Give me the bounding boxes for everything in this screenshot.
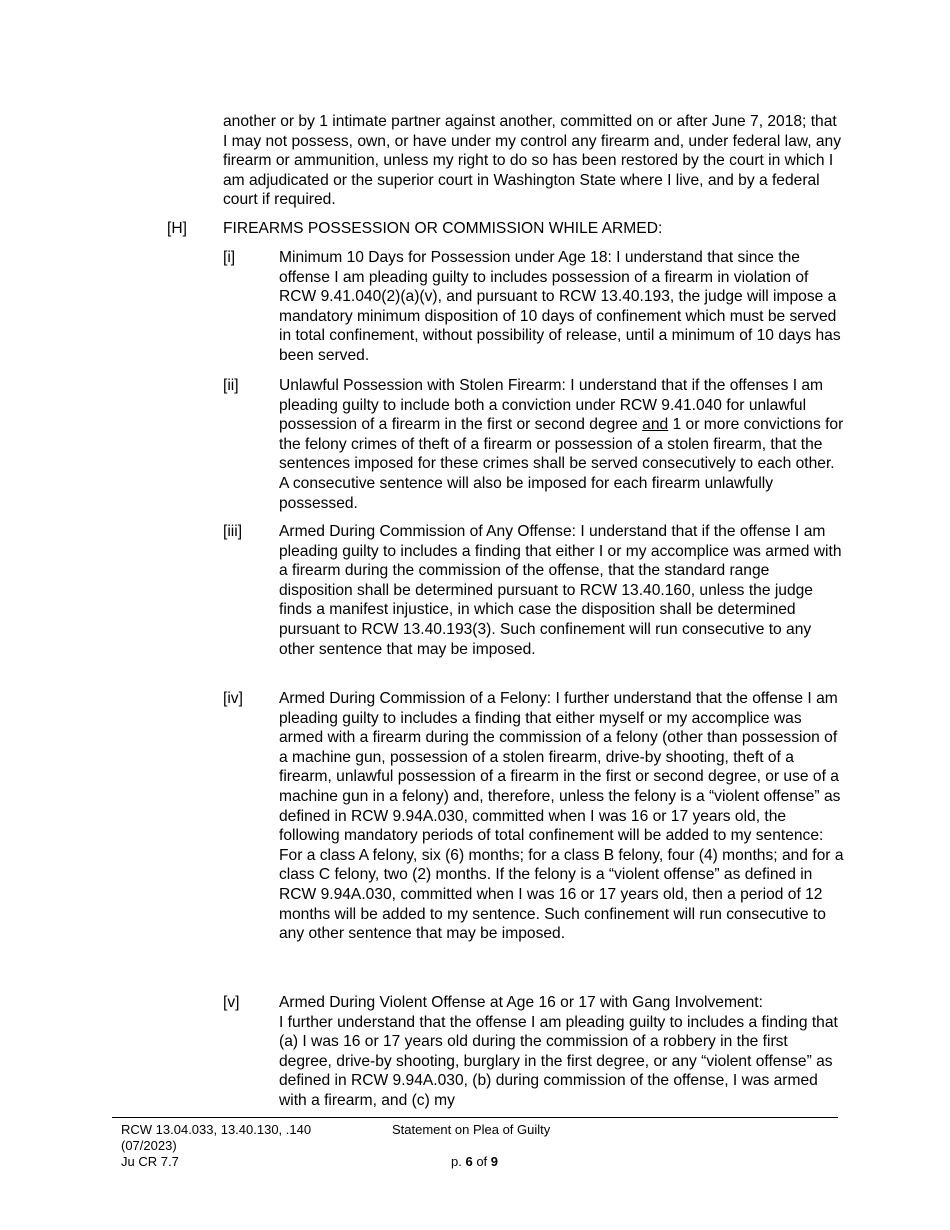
item-text-part: 1 or more convictions for the felony crimes of theft of a firearm or possession of a stolen firearm, that the sentences imposed for these crimes shall be served consecutively to each other. A consecutive sentence will also be imposed for each firearm unlawfully possessed.	[279, 416, 844, 512]
page-of: of	[476, 1154, 488, 1169]
item-text: Armed During Commission of Any Offense: I understand that if the offense I am pleading guilty to includes a finding that either I or my accomplice was armed with a firearm during the commission of the offense, that the standard range disposition shall be determined pursuant to RCW 13.40.160, unless the judge finds a manifest injustice, in which case the disposition shall be determined pursuant to RCW 13.40.193(3). Such confinement will run consecutive to any other sentence that may be imposed.	[279, 523, 842, 658]
item-body: I further understand that the offense I am pleading guilty to includes a finding that (a) I was 16 or 17 years old during the commission of a robbery in the first degree, drive-by shooting, burglary in the first degree, or any “violent offense” as defined in RCW 9.94A.030, (b) during commission of the offense, I was armed with a firearm, and (c) my	[279, 1013, 838, 1109]
underlined-and: and	[642, 416, 669, 434]
item-number: [i]	[223, 249, 236, 266]
item-number: [iii]	[223, 523, 243, 540]
footer-statute: RCW 13.04.033, 13.40.130, .140	[121, 1122, 312, 1137]
item-number: [v]	[223, 994, 240, 1011]
footer-citation	[121, 1122, 311, 1170]
item-number: [iv]	[223, 690, 243, 707]
page-prefix: p.	[451, 1154, 462, 1169]
item-number: [ii]	[223, 377, 239, 394]
footer-divider	[112, 1117, 838, 1118]
item-heading: Armed During Violent Offense at Age 16 or 17 with Gang Involvement:	[279, 994, 763, 1011]
continued-paragraph: another or by 1 intimate partner against another, committed on or after June 7, 2018; that I may not possess, own, or have under my control any firearm and, under federal law, any firearm or ammunition, unless my right to do so has been restored by the court in which I am adjudicated or the superior court in Washington State where I live, and by a federal court if required.	[223, 113, 842, 209]
page-total: 9	[490, 1154, 499, 1169]
section-label: [H]	[167, 220, 187, 237]
section-title: FIREARMS POSSESSION OR COMMISSION WHILE ARMED:	[223, 220, 663, 237]
item-text	[279, 376, 844, 513]
footer-rule: Ju CR 7.7	[121, 1154, 179, 1169]
item-text: Armed During Commission of a Felony: I further understand that the offense I am pleading guilty to includes a finding that either myself or my accomplice was armed with a firearm during the commission of a felony (other than possession of a machine gun, possession of a stolen firearm, drive-by shooting, theft of a firearm, unlawful possession of a firearm in the first or second degree, or use of a machine gun in a felony) and, therefore, unless the felony is a “violent offense” as defined in RCW 9.94A.030, committed when I was 16 or 17 years old, the following mandatory periods of total confinement will be added to my sentence: For a class A felony, six (6) months; for a class B felony, four (4) months; and for a class C felony, two (2) months. If the felony is a “violent offense” as defined in RCW 9.94A.030, committed when I was 16 or 17 years old, then a period of 12 months will be added to my sentence. Such confinement will run consecutive to any other sentence that may be imposed.	[279, 690, 844, 943]
page-current: 6	[465, 1154, 473, 1169]
item-text	[279, 993, 844, 1111]
footer-form-title: Statement on Plea of Guilty	[392, 1122, 551, 1137]
item-text: Minimum 10 Days for Possession under Age 18: I understand that since the offense I am pleading guilty to includes possession of a firearm in violation of RCW 9.41.040(2)(a)(v), and pursuant to RCW 13.40.193, the judge will impose a mandatory minimum disposition of 10 days of confinement which must be served in total confinement, without possibility of release, until a minimum of 10 days has been served.	[279, 249, 841, 364]
footer-revision: (07/2023)	[121, 1138, 177, 1153]
item-text-part: Unlawful Possession with Stolen Firearm: I understand that if the offenses I am pleading guilty to include both a conviction under RCW 9.41.040 for unlawful possession of a firearm in the first or second degree	[279, 377, 824, 434]
page-number	[451, 1154, 498, 1170]
